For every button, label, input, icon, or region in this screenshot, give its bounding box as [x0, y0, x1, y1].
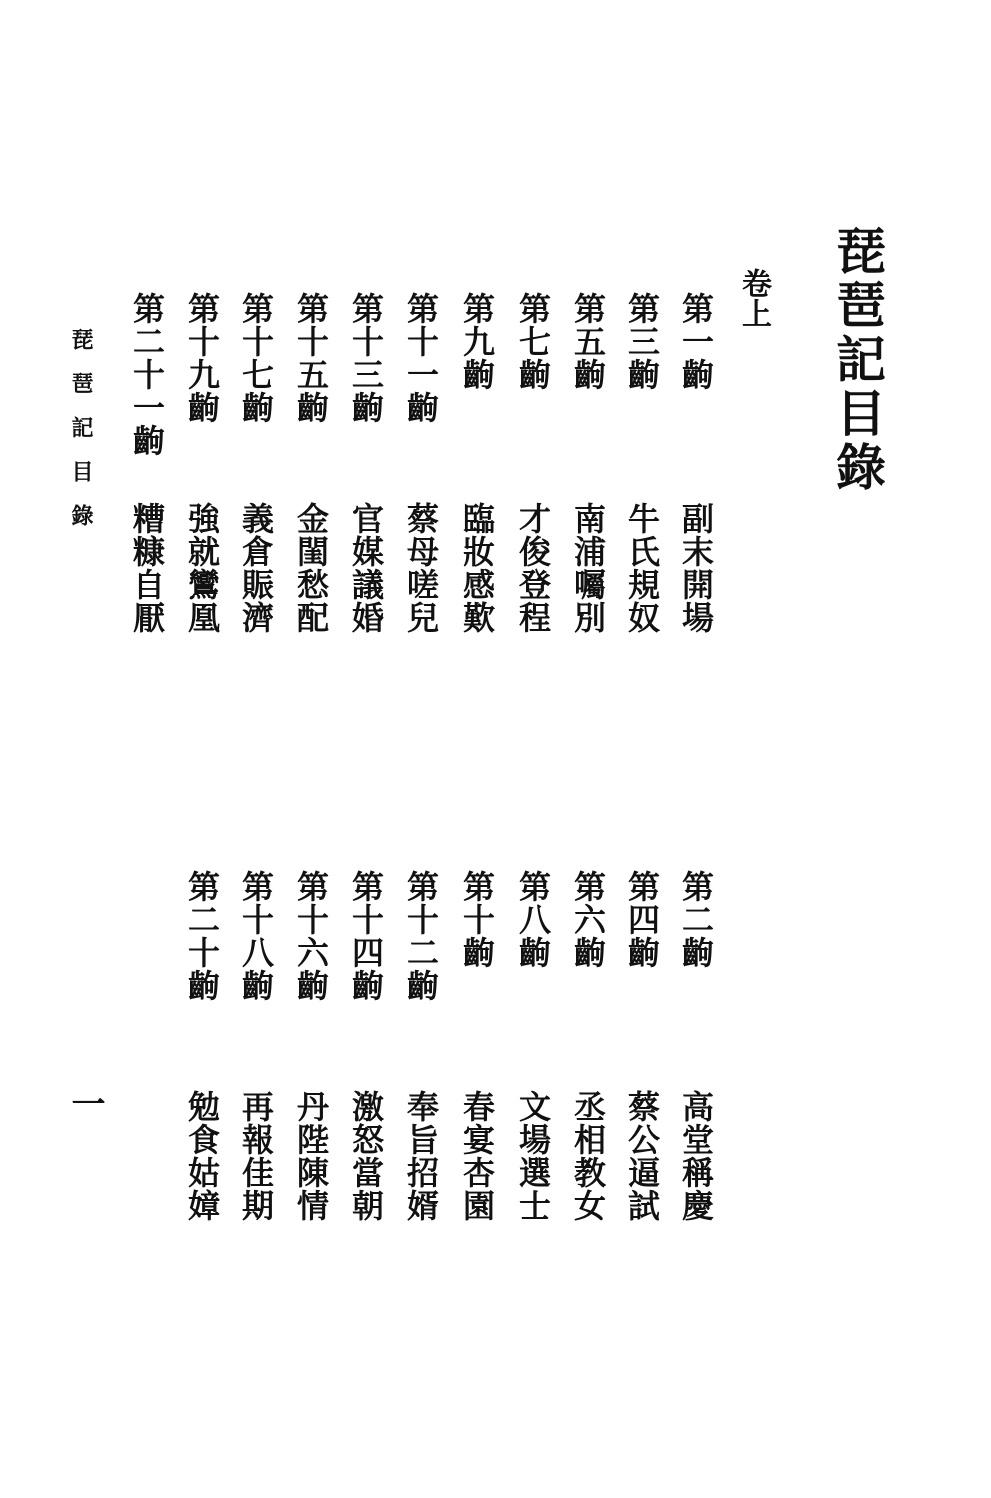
- scene-number: 第八齣: [514, 870, 552, 969]
- margin-section-title: 目錄: [68, 460, 94, 548]
- scene-title: 官媒議婚: [347, 502, 385, 634]
- scene-title: 丹陛陳情: [292, 1090, 330, 1222]
- scene-number: 第十六齣: [292, 870, 330, 1002]
- scene-title: 勉食姑嫜: [183, 1090, 221, 1222]
- scene-number: 第十八齣: [237, 870, 275, 1002]
- margin-running-title: [70, 328, 92, 548]
- scene-number: 第二十一齣: [128, 292, 166, 457]
- scene-number: 第十四齣: [347, 870, 385, 1002]
- margin-book-title: 琵琶記: [68, 328, 94, 460]
- scene-number: 第二齣: [677, 870, 715, 969]
- page-title: 琵琶記目錄: [828, 225, 887, 495]
- scene-title: 文場選士: [514, 1090, 552, 1222]
- scene-title: 才俊登程: [514, 502, 552, 634]
- scene-title: 高堂稱慶: [677, 1090, 715, 1222]
- scene-number: 第一齣: [677, 292, 715, 391]
- scene-title: 丞相教女: [569, 1090, 607, 1222]
- scene-title: 蔡公逼試: [623, 1090, 661, 1222]
- scene-number: 第三齣: [623, 292, 661, 391]
- scene-number: 第四齣: [623, 870, 661, 969]
- scene-number: 第七齣: [514, 292, 552, 391]
- page-number: 一: [65, 1086, 105, 1120]
- scene-number: 第六齣: [569, 870, 607, 969]
- scene-number: 第十一齣: [402, 292, 440, 424]
- scene-number: 第十齣: [458, 870, 496, 969]
- scene-number: 第五齣: [569, 292, 607, 391]
- scene-number: 第十五齣: [292, 292, 330, 424]
- scene-number: 第二十齣: [183, 870, 221, 1002]
- scene-title: 牛氏規奴: [623, 502, 661, 634]
- scene-number: 第十九齣: [183, 292, 221, 424]
- scene-title: 南浦囑別: [569, 502, 607, 634]
- scene-number: 第十三齣: [347, 292, 385, 424]
- scene-number: 第十七齣: [237, 292, 275, 424]
- scene-title: 強就鸞凰: [183, 502, 221, 634]
- scene-title: 激怒當朝: [347, 1090, 385, 1222]
- scene-title: 臨妝感歎: [458, 502, 496, 634]
- scene-title: 副末開場: [677, 502, 715, 634]
- scene-title: 糟糠自厭: [128, 502, 166, 634]
- scene-title: 奉旨招婿: [402, 1090, 440, 1222]
- scene-title: 金閨愁配: [292, 502, 330, 634]
- scene-title: 蔡母嗟兒: [402, 502, 440, 634]
- scene-number: 第十二齣: [402, 870, 440, 1002]
- volume-label: 卷上: [736, 268, 771, 328]
- scene-number: 第九齣: [458, 292, 496, 391]
- scene-title: 春宴杏園: [458, 1090, 496, 1222]
- scene-title: 義倉賑濟: [237, 502, 275, 634]
- scene-title: 再報佳期: [237, 1090, 275, 1222]
